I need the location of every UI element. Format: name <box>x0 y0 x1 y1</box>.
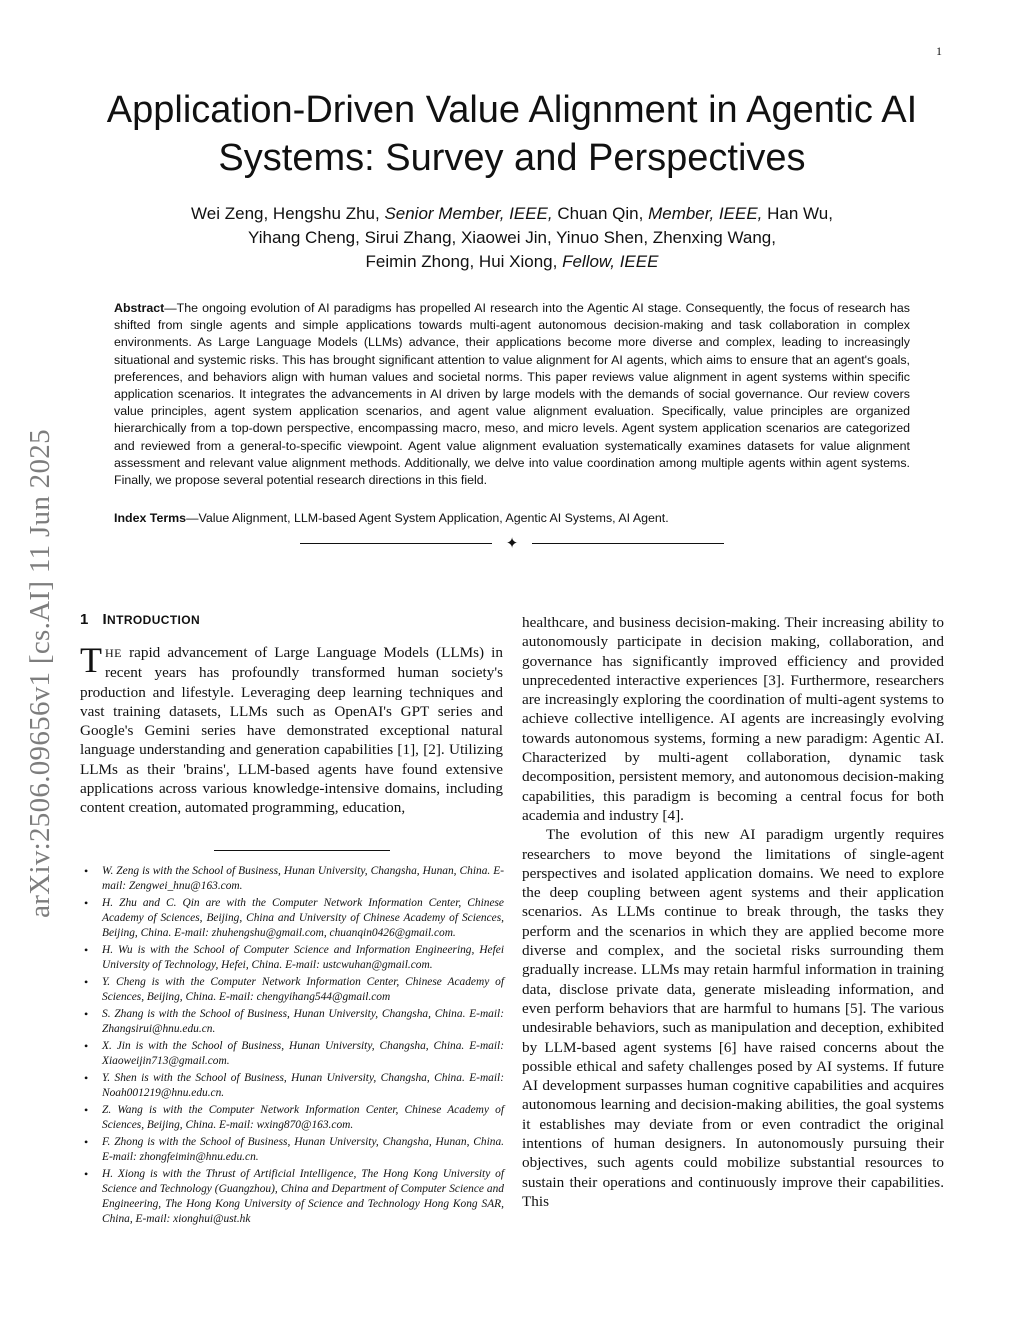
divider-rule-left <box>300 543 492 544</box>
paper-title <box>60 86 964 182</box>
drop-cap: T <box>80 640 102 680</box>
section-title-first: I <box>102 611 108 628</box>
author-names: Feimin Zhong, Hui Xiong, <box>365 252 563 271</box>
affiliation-footnotes <box>80 864 504 1229</box>
footnote-rule <box>214 850 390 851</box>
footnote-item: • Y. Cheng is with the Computer Network Information Center, Chinese Academy of Sciences, Beijing, China. E-mail: chengyihang544@gmail.com <box>80 975 504 1005</box>
author-names: Han Wu, <box>762 204 833 223</box>
index-terms-text: —Value Alignment, LLM-based Agent System Application, Agentic AI Systems, AI Agent. <box>186 511 669 525</box>
section-number: 1 <box>80 611 89 628</box>
title-line-1: Application-Driven Value Alignment in Agentic AI <box>106 89 918 131</box>
section-divider <box>300 534 724 554</box>
author-names: Wei Zeng, Hengshu Zhu, <box>191 204 385 223</box>
abstract <box>114 300 910 489</box>
intro-paragraph-1 <box>80 640 503 818</box>
divider-rule-right <box>532 543 724 544</box>
footnote-item: • H. Xiong is with the Thrust of Artificial Intelligence, The Hong Kong University of Science and Technology (Guangzhou), China and Department of Computer Science and Engineering, The Hong Kong University of Science and Technology Hong Kong SAR, China, E-mail: xionghui@ust.hk <box>80 1167 504 1227</box>
diamond-icon: ✦ <box>505 536 519 552</box>
intro-paragraph-2: The evolution of this new AI paradigm urgently requires researchers to move beyond the limitations of single-agent perspectives and isolated application domains. We need to explore the deep coupling between agent systems and their application scenarios. As LLMs continue to break through, the tasks they perform and the scenarios in which they are applied become more diverse and complex, and the societal risks surrounding them gradually increase. LLMs may retain harmful information in training data, disclose private data, generate misleading information, and even perform behaviors that are harmful to humans [5]. The various undesirable behaviors, such as manipulation and deception, exhibited by LLM-based agent systems [6] have raised concerns about the possible ethical and safety challenges posed by AI systems. If future AI development surpasses human cognitive capabilities and acquires autonomous learning and decision-making abilities, the goal systems it establishes may deviate from or even contradict the original intentions of human designers. In autonomously pursuing their objectives, such agents could mobilize substantial resources to sustain their operations and continuously improve their capabilities. This <box>522 826 944 1210</box>
author-membership: Fellow, IEEE <box>562 252 659 271</box>
index-terms-label: Index Terms <box>114 511 187 525</box>
footnote-item: • H. Wu is with the School of Computer Science and Information Engineering, Hefei University of Technology, Hefei, China. E-mail: ustcwuhan@gmail.com. <box>80 943 504 973</box>
arxiv-side-stamp <box>20 383 60 963</box>
footnote-item: • H. Zhu and C. Qin are with the Computer Network Information Center, Chinese Academy of Sciences, Beijing, China and University of Chinese Academy of Sciences, Beijing, China. E-mail: zhuhengshu@gmail.com, chuanqin0426@gmail.com. <box>80 896 504 941</box>
intro-right-column <box>522 613 944 1211</box>
footnote-item: • X. Jin is with the School of Business, Hunan University, Changsha, China. E-mail: Xiaoweijin713@gmail.com. <box>80 1039 504 1069</box>
author-membership: Senior Member, IEEE, <box>384 204 553 223</box>
section-title-rest: NTRODUCTION <box>107 613 201 627</box>
intro-left-column <box>80 640 503 818</box>
intro-left-text: rapid advancement of Large Language Models (LLMs) in recent years has profoundly transformed human society's production and lifestyle. Leveraging deep learning techniques and vast training datasets, LLMs such as OpenAI's GPT series and Google's Gemini series have demonstrated exceptional natural language understanding and generation capabilities [1], [2]. Utilizing LLMs as their 'brains', LLM-based agents have found extensive applications across various knowledge-intensive domains, including content creation, automated programming, education, <box>80 644 503 817</box>
footnote-item: • W. Zeng is with the School of Business, Hunan University, Changsha, Hunan, China. E-mail: Zengwei_hnu@163.com. <box>80 864 504 894</box>
abstract-text: —The ongoing evolution of AI paradigms has propelled AI research into the Agentic AI stage. Consequently, the focus of research has shifted from single agents and simple applications towards multi-agent autonomous decision-making and task collaboration in complex environments. As Large Language Models (LLMs) advance, their applications become more diverse and complex, leading to increasingly situational and systemic risks. This has brought significant attention to value alignment for AI agents, which aims to ensure that an agent's goals, preferences, and behaviors align with human values and societal norms. This paper reviews value alignment in agent systems within specific application scenarios. It integrates the advancements in AI driven by large models with the demands of social governance. Our review covers value principles, agent system application scenarios, and agent value alignment evaluation. Specifically, value principles are organized hierarchically from a top-down perspective, encompassing macro, meso, and micro levels. Agent system application scenarios are categorized and reviewed from a general-to-specific viewpoint. Agent value alignment evaluation systematically examines datasets for value alignment assessment and relevant value alignment methods. Additionally, we delve into value coordination among multiple agents within agent systems. Finally, we propose several potential research directions in this field. <box>114 301 910 488</box>
abstract-label: Abstract <box>114 301 165 315</box>
author-membership: Member, IEEE, <box>648 204 763 223</box>
footnote-item: • Z. Wang is with the Computer Network Information Center, Chinese Academy of Sciences, Beijing, China. E-mail: wxing870@163.com. <box>80 1103 504 1133</box>
author-list <box>100 202 924 274</box>
author-line-2: Yihang Cheng, Sirui Zhang, Xiaowei Jin, Yinuo Shen, Zhenxing Wang, <box>248 228 776 247</box>
page-number: 1 <box>936 44 942 58</box>
author-line-3 <box>100 250 924 274</box>
title-line-2: Systems: Survey and Perspectives <box>218 137 806 179</box>
footnote-item: • S. Zhang is with the School of Business, Hunan University, Changsha, China. E-mail: Zhangsirui@hnu.edu.cn. <box>80 1007 504 1037</box>
section-heading <box>80 611 200 628</box>
footnote-item: • F. Zhong is with the School of Business, Hunan University, Changsha, Hunan, China. E-mail: zhongfeimin@hnu.edu.cn. <box>80 1135 504 1165</box>
arxiv-identifier: arXiv:2506.09656v1 [cs.AI] 11 Jun 2025 <box>23 428 56 918</box>
intro-paragraph-continued: healthcare, and business decision-making. Their increasing ability to autonomously participate in decision making, collaboration, and governance has significantly improved efficiency and provided unprecedented interactive experiences [3]. Furthermore, researchers are increasingly exploring the coordination of multi-agent systems to achieve collective intelligence. AI agents are increasingly evolving towards autonomous systems, forming a new paradigm: Agentic AI. Characterized by multi-agent collaboration, dynamic task decomposition, persistent memory, and autonomous decision-making capabilities, this paradigm is becoming a central focus for both academia and industry [4]. <box>522 614 944 824</box>
index-terms <box>114 510 910 527</box>
author-line-1 <box>100 202 924 226</box>
author-names: Chuan Qin, <box>552 204 649 223</box>
footnote-item: • Y. Shen is with the School of Business, Hunan University, Changsha, China. E-mail: Noah001219@hnu.edu.cn. <box>80 1071 504 1101</box>
dropcap-rest: HE <box>105 646 122 660</box>
